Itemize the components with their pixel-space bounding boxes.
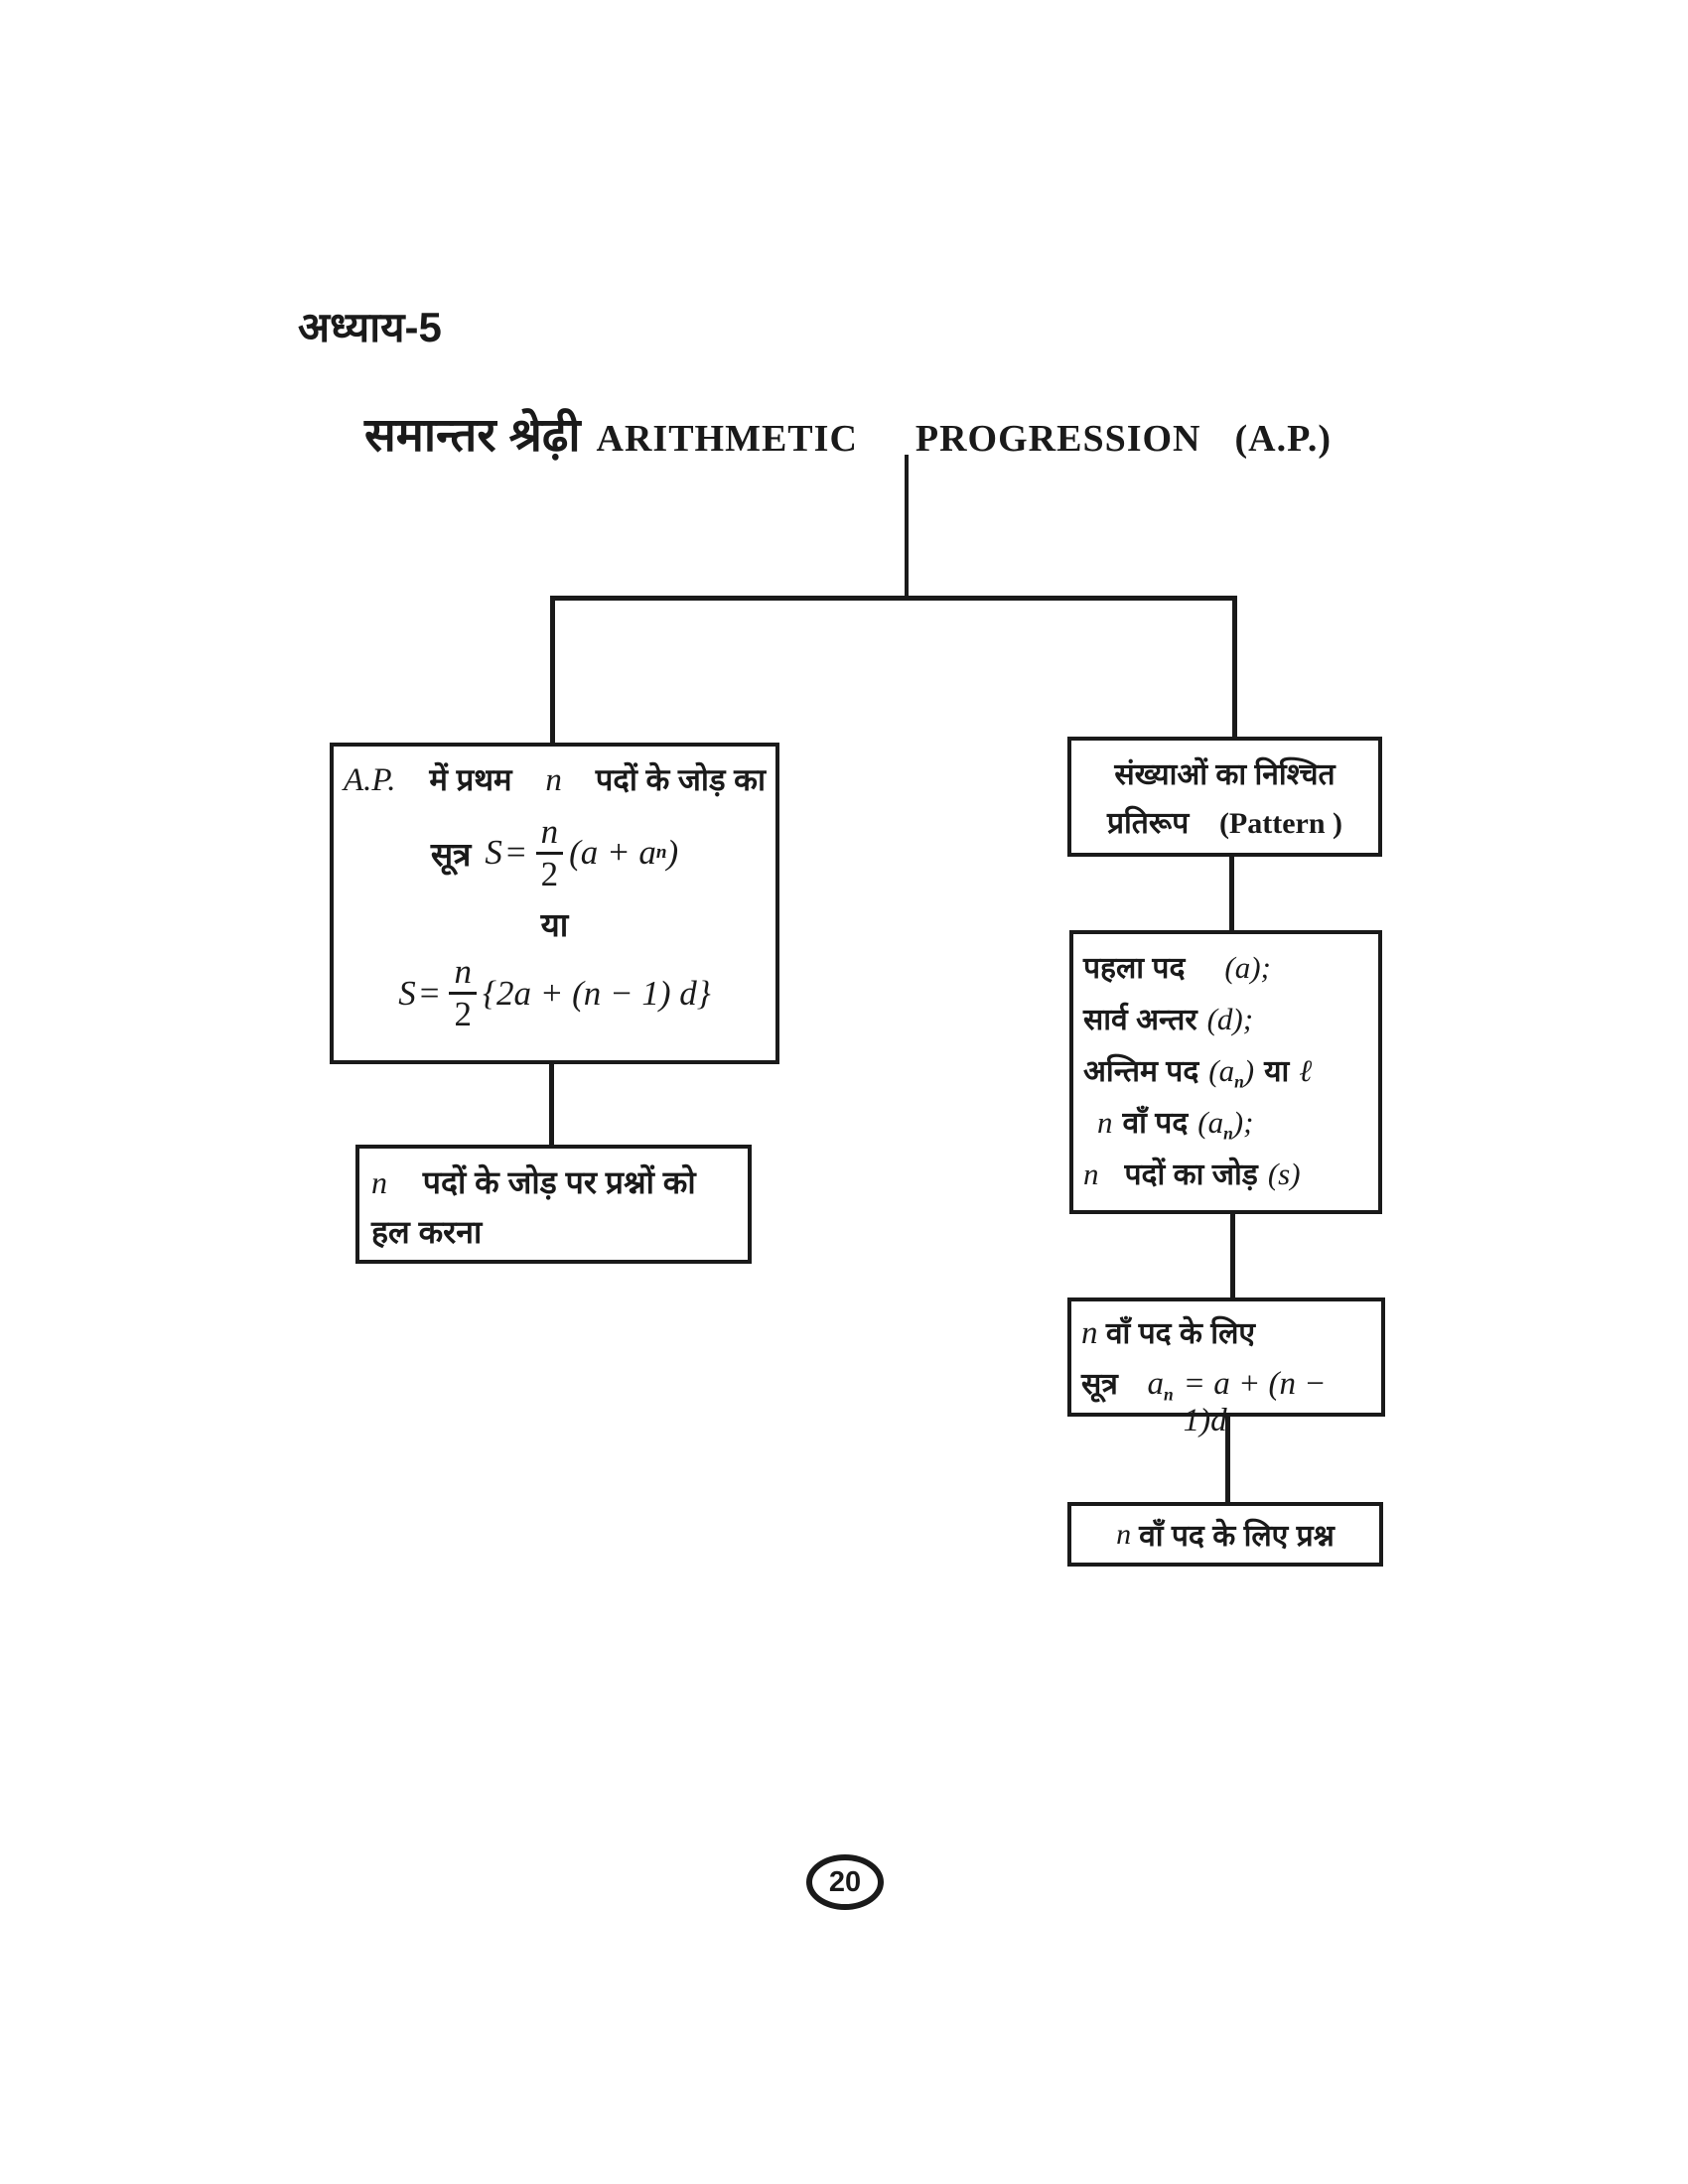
ap-symbol: A.P. [344, 762, 396, 798]
nth-formula-line1: n वाँ पद के लिए [1081, 1315, 1256, 1351]
chapter-title: अध्याय-5 [298, 304, 442, 350]
term-row-first: पहला पद (a); [1083, 950, 1271, 985]
sum-formula-box [330, 743, 779, 1064]
term-row-common-difference: सार्व अन्तर (d); [1083, 1002, 1254, 1036]
or-label: या [540, 906, 569, 944]
pattern-box-line2: प्रतिरूप (Pattern ) [1106, 806, 1343, 840]
solve-questions-box [355, 1145, 752, 1264]
title-hindi: समान्तर श्रेढ़ी [364, 408, 581, 461]
fraction-n-over-2: $\frac{n}{2}$ [449, 954, 477, 1031]
page-title [364, 401, 1332, 465]
sum-formula-2: S = $\frac{n}{2}$ {2a + (n − 1) d} [398, 952, 711, 1034]
connector-horizontal [550, 596, 1237, 601]
sum-box-line1: A.P. में प्रथम n पदों के जोड़ का [344, 762, 766, 798]
pattern-box [1067, 737, 1382, 857]
ell-symbol: ℓ [1299, 1053, 1313, 1088]
solve-box-line1: n पदों के जोड़ पर प्रश्नों को [371, 1164, 696, 1200]
pattern-box-line1: संख्याओं का निश्चित [1114, 757, 1336, 791]
title-english-word2: PROGRESSION [914, 418, 1201, 460]
connector-right-branch [1232, 596, 1237, 739]
connector-terms-to-formula [1230, 1212, 1235, 1299]
term-row-nth-term: n वाँ पद $(a_n)$; [1097, 1105, 1254, 1144]
sum-formula-1: सूत्र S = $\frac{n}{2}$ (a + a n ) [430, 812, 679, 893]
pattern-english-label: (Pattern ) [1218, 806, 1343, 840]
connector-left-branch [550, 596, 555, 745]
title-english-word1: ARITHMETIC [596, 418, 858, 460]
fraction-n-over-2: $\frac{n}{2}$ [536, 814, 564, 891]
title-abbr: (A.P.) [1234, 418, 1332, 460]
nth-term-questions-box: n वाँ पद के लिए प्रश्न [1067, 1502, 1383, 1567]
page-number-badge [806, 1854, 884, 1910]
n-symbol: n [371, 1164, 387, 1200]
connector-title-vertical [905, 455, 909, 600]
term-row-last-term: अन्तिम पद $(a_n)$ या ℓ [1083, 1053, 1313, 1092]
connector-sum-to-solve [549, 1062, 554, 1147]
n-symbol: n [545, 762, 562, 798]
terms-definition-box [1069, 930, 1382, 1214]
nth-term-formula-box [1067, 1297, 1385, 1438]
solve-box-line2: हल करना [371, 1213, 483, 1250]
term-row-sum: n पदों का जोड़ (s) [1083, 1157, 1301, 1191]
page-number: 20 [828, 1865, 862, 1898]
connector-pattern-to-terms [1229, 855, 1234, 932]
nth-term-formula: सूत्र $a_n$ = a + (n − 1)d [1081, 1366, 1327, 1438]
